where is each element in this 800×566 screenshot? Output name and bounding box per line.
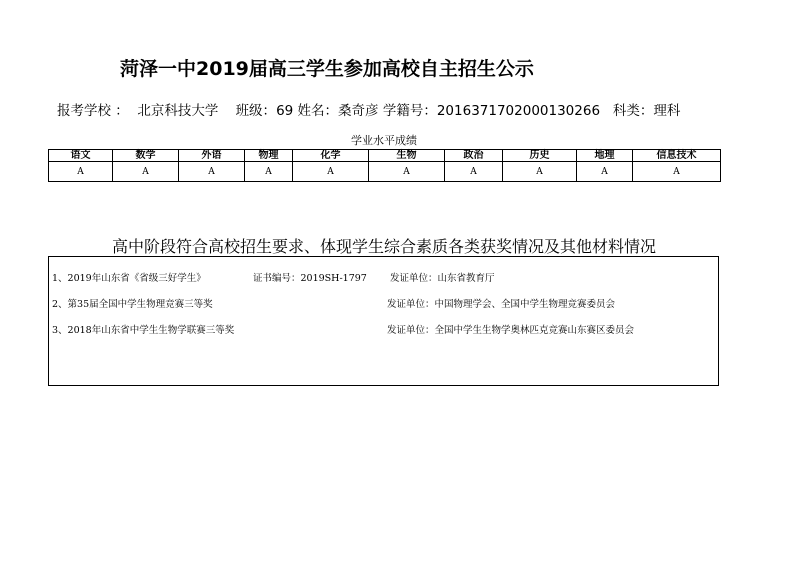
score-math: A xyxy=(113,162,179,182)
header-physics: 物理 xyxy=(245,150,293,162)
header-biology: 生物 xyxy=(369,150,445,162)
name-label: 姓名： xyxy=(297,103,339,119)
award-item-1-issuer: 发证单位：山东省教育厅 xyxy=(390,273,495,284)
class-label: 班级： xyxy=(235,103,277,119)
student-info-line xyxy=(57,99,722,119)
scores-header-row xyxy=(49,150,721,162)
awards-title: 高中阶段符合高校招生要求、体现学生综合素质各类获奖情况及其他材料情况 xyxy=(111,237,656,256)
header-info-tech: 信息技术 xyxy=(633,150,721,162)
header-math: 数学 xyxy=(113,150,179,162)
school-value: 北京科技大学 xyxy=(137,103,219,119)
subject-type-value: 理科 xyxy=(653,103,681,119)
score-info-tech: A xyxy=(633,162,721,182)
scores-caption: 学业水平成绩 xyxy=(351,134,417,147)
scores-table xyxy=(48,149,721,182)
school-label: 报考学校 ： xyxy=(57,103,129,119)
score-history: A xyxy=(503,162,577,182)
score-chemistry: A xyxy=(293,162,369,182)
header-geography: 地理 xyxy=(577,150,633,162)
student-id-label: 学籍号： xyxy=(382,103,437,119)
scores-value-row xyxy=(49,162,721,182)
award-item-2-issuer: 发证单位：中国物理学会、全国中学生物理竞赛委员会 xyxy=(387,299,616,310)
header-foreign-language: 外语 xyxy=(179,150,245,162)
awards-box xyxy=(48,256,719,386)
header-politics: 政治 xyxy=(445,150,503,162)
header-chemistry: 化学 xyxy=(293,150,369,162)
score-geography: A xyxy=(577,162,633,182)
award-item-3-text: 3、2018年山东省中学生生物学联赛三等奖 xyxy=(52,325,235,336)
score-politics: A xyxy=(445,162,503,182)
page-title: 菏泽一中2019届高三学生参加高校自主招生公示 xyxy=(120,58,534,80)
header-chinese: 语文 xyxy=(49,150,113,162)
subject-type-label: 科类： xyxy=(612,103,654,119)
name-value: 桑奇彦 xyxy=(338,103,379,119)
award-item-3-issuer: 发证单位：全国中学生生物学奥林匹克竞赛山东赛区委员会 xyxy=(387,325,635,336)
score-chinese: A xyxy=(49,162,113,182)
student-id-value: 2016371702000130266 xyxy=(436,103,601,119)
award-item-1-cert: 证书编号：2019SH-1797 xyxy=(253,273,367,284)
award-item-2-text: 2、第35届全国中学生物理竞赛三等奖 xyxy=(52,299,213,310)
score-physics: A xyxy=(245,162,293,182)
award-item-1-text: 1、2019年山东省《省级三好学生》 xyxy=(52,273,206,284)
class-value: 69 xyxy=(276,103,294,119)
score-foreign-language: A xyxy=(179,162,245,182)
header-history: 历史 xyxy=(503,150,577,162)
score-biology: A xyxy=(369,162,445,182)
